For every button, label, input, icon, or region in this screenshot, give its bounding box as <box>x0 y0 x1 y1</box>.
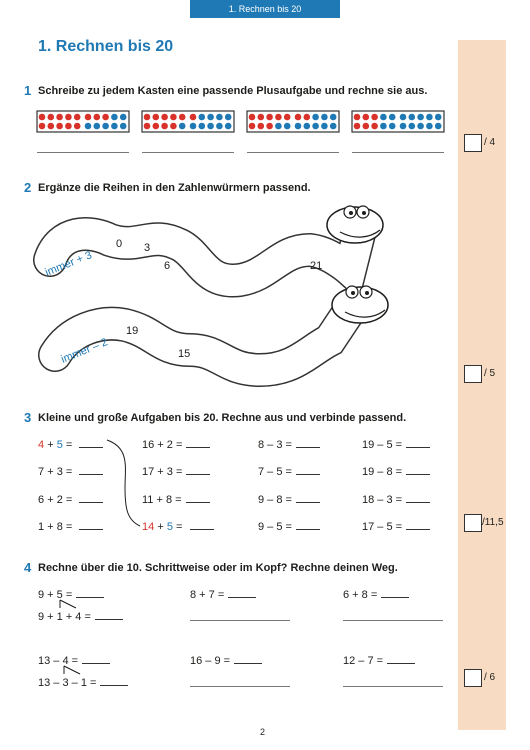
counter-dot <box>39 123 46 130</box>
counter-dot <box>354 114 361 121</box>
task4-row2-mid <box>190 653 262 667</box>
operand-b: 5 <box>56 439 63 451</box>
counter-dot <box>190 123 197 130</box>
equals-sign: = <box>176 521 183 533</box>
counter-dot <box>371 114 378 121</box>
task3-col2-eq-4 <box>142 519 214 533</box>
counter-dot <box>363 123 370 130</box>
counter-dot <box>284 123 291 130</box>
task3-col1-eq-1 <box>38 437 103 451</box>
task2-number: 2 <box>24 180 32 195</box>
counter-dot <box>216 114 223 121</box>
equation-text: 7 – 5 = <box>258 466 292 478</box>
ten-frames-row <box>36 110 446 134</box>
counter-dot <box>144 114 151 121</box>
operand-a: 14 <box>142 521 155 533</box>
task4-row1-right-work-line[interactable] <box>343 620 443 621</box>
task4-row2-right <box>343 653 415 667</box>
counter-dot <box>161 123 168 130</box>
counter-dot <box>409 114 416 121</box>
equation-text: 19 – 8 = <box>362 466 403 478</box>
ten-frames-graphic <box>36 110 446 134</box>
task3-col1-eq-4 <box>38 519 103 533</box>
counter-dot <box>380 114 387 121</box>
answer-blank[interactable] <box>406 464 430 475</box>
worm1-body <box>50 230 360 281</box>
task4-instruction: Rechne über die 10. Schrittweise oder im Kopf? Rechne deinen Weg. <box>38 562 398 574</box>
task4-row2-right-work-line[interactable] <box>343 686 443 687</box>
task1-score-label: / 4 <box>484 137 496 148</box>
counter-dot <box>417 114 424 121</box>
counter-dot <box>330 114 337 121</box>
number-worms-illustration <box>30 190 430 390</box>
operand-b: 3 <box>56 466 63 478</box>
counter-dot <box>199 123 206 130</box>
task3-instruction: Kleine und große Aufgaben bis 20. Rechne aus und verbinde passend. <box>38 412 407 424</box>
task4-row1-right <box>343 587 409 601</box>
equation-text: 13 – 3 – 1 = <box>38 677 97 689</box>
equation-text: 16 – 9 = <box>190 655 231 667</box>
answer-blank[interactable] <box>387 653 415 664</box>
counter-dot <box>266 123 273 130</box>
counter-dot <box>389 123 396 130</box>
counter-dot <box>39 114 46 121</box>
answer-blank[interactable] <box>79 492 103 503</box>
operand-b: 8 <box>56 521 63 533</box>
task3-col3-eq-3 <box>258 492 320 506</box>
task3-col4-eq-3 <box>362 492 430 506</box>
task3-col3-eq-1 <box>258 437 320 451</box>
answer-blank[interactable] <box>79 437 103 448</box>
counter-dot <box>354 123 361 130</box>
task3-score-box[interactable] <box>464 514 482 532</box>
counter-dot <box>94 114 101 121</box>
counter-dot <box>85 114 92 121</box>
equation-text: 12 – 7 = <box>343 655 384 667</box>
worm1-pupil-right <box>362 211 366 215</box>
answer-blank[interactable] <box>228 587 256 598</box>
answer-blank[interactable] <box>234 653 262 664</box>
counter-dot <box>74 114 81 121</box>
counter-dot <box>321 114 328 121</box>
operator: + <box>47 466 54 478</box>
answer-blank[interactable] <box>296 492 320 503</box>
operator: + <box>47 521 54 533</box>
equals-sign: = <box>65 521 73 533</box>
task3-col4-eq-2 <box>362 464 430 478</box>
task1-number: 1 <box>24 83 32 98</box>
equation-text: 9 – 5 = <box>258 521 292 533</box>
task3-col4-eq-1 <box>362 437 430 451</box>
page-title: 1. Rechnen bis 20 <box>38 38 174 55</box>
worm1-number-3: 6 <box>164 260 171 272</box>
task3-col3-eq-2 <box>258 464 320 478</box>
task2-score-box[interactable] <box>464 365 482 383</box>
counter-dot <box>74 123 81 130</box>
operand-b: 2 <box>56 494 63 506</box>
counter-dot <box>435 114 442 121</box>
counter-dot <box>400 114 407 121</box>
task3-col1-eq-3 <box>38 492 103 506</box>
worm2-pupil-left <box>351 291 355 295</box>
counter-dot <box>207 123 214 130</box>
task3-number: 3 <box>24 410 32 425</box>
equation-text: 9 + 1 + 4 = <box>38 611 91 623</box>
counter-dot <box>389 114 396 121</box>
counter-dot <box>363 114 370 121</box>
counter-dot <box>249 114 256 121</box>
counter-dot <box>120 114 127 121</box>
counter-dot <box>400 123 407 130</box>
task4-number: 4 <box>24 560 32 575</box>
answer-blank[interactable] <box>296 519 320 530</box>
equation-text: 18 – 3 = <box>362 494 403 506</box>
task4-score-box[interactable] <box>464 669 482 687</box>
task4-row1-mid-work-line[interactable] <box>190 620 290 621</box>
counter-dot <box>426 123 433 130</box>
answer-blank[interactable] <box>186 492 210 503</box>
counter-dot <box>409 123 416 130</box>
counter-dot <box>170 114 177 121</box>
answer-blank[interactable] <box>381 587 409 598</box>
answer-blank[interactable] <box>190 519 214 530</box>
task3-col2-eq-2 <box>142 464 210 478</box>
counter-dot <box>170 123 177 130</box>
worm2-number-1: 19 <box>126 325 139 337</box>
equation-text: 17 + 3 = <box>142 466 183 478</box>
counter-dot <box>225 123 232 130</box>
task3-score-label: /11,5 <box>482 517 504 528</box>
answer-blank[interactable] <box>82 653 110 664</box>
counter-dot <box>190 114 197 121</box>
task3-col4-eq-4 <box>362 519 430 533</box>
equation-text: 8 – 3 = <box>258 439 292 451</box>
counter-dot <box>85 123 92 130</box>
counter-dot <box>435 123 442 130</box>
operand-a: 7 <box>38 466 45 478</box>
task4-row1-steps <box>38 609 123 623</box>
answer-blank[interactable] <box>100 675 128 686</box>
worm1-rule-label: immer + 3 <box>43 249 94 279</box>
answer-blank[interactable] <box>296 437 320 448</box>
equation-text: 11 + 8 = <box>142 494 182 506</box>
task1-answer-line-1[interactable] <box>37 152 129 153</box>
operator: + <box>47 494 54 506</box>
connection-line <box>105 438 145 530</box>
task1-score-box[interactable] <box>464 134 482 152</box>
equation-text: 9 – 8 = <box>258 494 292 506</box>
counter-dot <box>249 123 256 130</box>
counter-dot <box>120 123 127 130</box>
task2-score-label: / 5 <box>484 368 496 379</box>
answer-blank[interactable] <box>406 492 430 503</box>
counter-dot <box>312 123 319 130</box>
counter-dot <box>94 123 101 130</box>
answer-blank[interactable] <box>76 587 104 598</box>
counter-dot <box>275 123 282 130</box>
answer-blank[interactable] <box>79 519 103 530</box>
counter-dot <box>275 114 282 121</box>
answer-blank[interactable] <box>296 464 320 475</box>
counter-dot <box>266 114 273 121</box>
equals-sign: = <box>65 439 73 451</box>
counter-dot <box>161 114 168 121</box>
equation-text: 6 + 8 = <box>343 589 378 601</box>
counter-dot <box>304 114 311 121</box>
counter-dot <box>426 114 433 121</box>
task1-answer-line-3[interactable] <box>247 152 339 153</box>
operator: + <box>47 439 54 451</box>
counter-dot <box>330 123 337 130</box>
task1-answer-line-2[interactable] <box>142 152 234 153</box>
counter-dot <box>199 114 206 121</box>
equation-text: 16 + 2 = <box>142 439 183 451</box>
task3-col2-eq-3 <box>142 492 210 506</box>
equation-text: 19 – 5 = <box>362 439 403 451</box>
counter-dot <box>258 123 265 130</box>
page-number: 2 <box>260 727 266 737</box>
counter-dot <box>295 114 302 121</box>
counter-dot <box>179 123 186 130</box>
answer-blank[interactable] <box>406 437 430 448</box>
counter-dot <box>111 123 118 130</box>
answer-blank[interactable] <box>79 464 103 475</box>
task4-score-label: / 6 <box>484 672 496 683</box>
counter-dot <box>153 114 160 121</box>
counter-dot <box>102 123 109 130</box>
worm1-pupil-left <box>349 211 353 215</box>
counter-dot <box>48 123 55 130</box>
equals-sign: = <box>65 466 73 478</box>
counter-dot <box>111 114 118 121</box>
equation-text: 9 + 5 = <box>38 589 73 601</box>
answer-blank[interactable] <box>186 464 210 475</box>
worm1-number-1: 0 <box>116 238 123 250</box>
counter-dot <box>179 114 186 121</box>
counter-dot <box>153 123 160 130</box>
counter-dot <box>295 123 302 130</box>
counter-dot <box>56 123 63 130</box>
task4-row2-steps <box>38 675 128 689</box>
task4-row1-mid <box>190 587 256 601</box>
counter-dot <box>65 123 72 130</box>
answer-blank[interactable] <box>186 437 210 448</box>
counter-dot <box>417 123 424 130</box>
task4-row2-mid-work-line[interactable] <box>190 686 290 687</box>
operand-b: 5 <box>166 521 173 533</box>
task2-instruction: Ergänze die Reihen in den Zahlenwürmern passend. <box>38 182 311 194</box>
counter-dot <box>304 123 311 130</box>
equation-text: 17 – 5 = <box>362 521 403 533</box>
worm1-number-4: 21 <box>310 260 323 272</box>
answer-blank[interactable] <box>406 519 430 530</box>
counter-dot <box>258 114 265 121</box>
worm2-number-2: 15 <box>178 348 191 360</box>
chapter-tab: 1. Rechnen bis 20 <box>190 0 340 18</box>
worm2-rule-label: immer – 2 <box>59 336 110 366</box>
counter-dot <box>312 114 319 121</box>
counter-dot <box>225 114 232 121</box>
counter-dot <box>56 114 63 121</box>
task3-col3-eq-4 <box>258 519 320 533</box>
counter-dot <box>284 114 291 121</box>
task3-col2-eq-1 <box>142 437 210 451</box>
counter-dot <box>321 123 328 130</box>
operand-a: 1 <box>38 521 45 533</box>
equation-text: 13 – 4 = <box>38 655 79 667</box>
operand-a: 6 <box>38 494 45 506</box>
equation-text: 8 + 7 = <box>190 589 225 601</box>
counter-dot <box>216 123 223 130</box>
operand-a: 4 <box>38 439 45 451</box>
answer-blank[interactable] <box>95 609 123 620</box>
worm1-number-2: 3 <box>144 242 151 254</box>
operator: + <box>157 521 164 533</box>
counter-dot <box>371 123 378 130</box>
counter-dot <box>65 114 72 121</box>
counter-dot <box>144 123 151 130</box>
worm2-pupil-right <box>365 291 369 295</box>
task3-col1-eq-2 <box>38 464 103 478</box>
task1-instruction: Schreibe zu jedem Kasten eine passende Plusaufgabe und rechne sie aus. <box>38 85 428 97</box>
task1-answer-line-4[interactable] <box>352 152 444 153</box>
counter-dot <box>380 123 387 130</box>
counter-dot <box>48 114 55 121</box>
counter-dot <box>207 114 214 121</box>
equals-sign: = <box>65 494 73 506</box>
counter-dot <box>102 114 109 121</box>
